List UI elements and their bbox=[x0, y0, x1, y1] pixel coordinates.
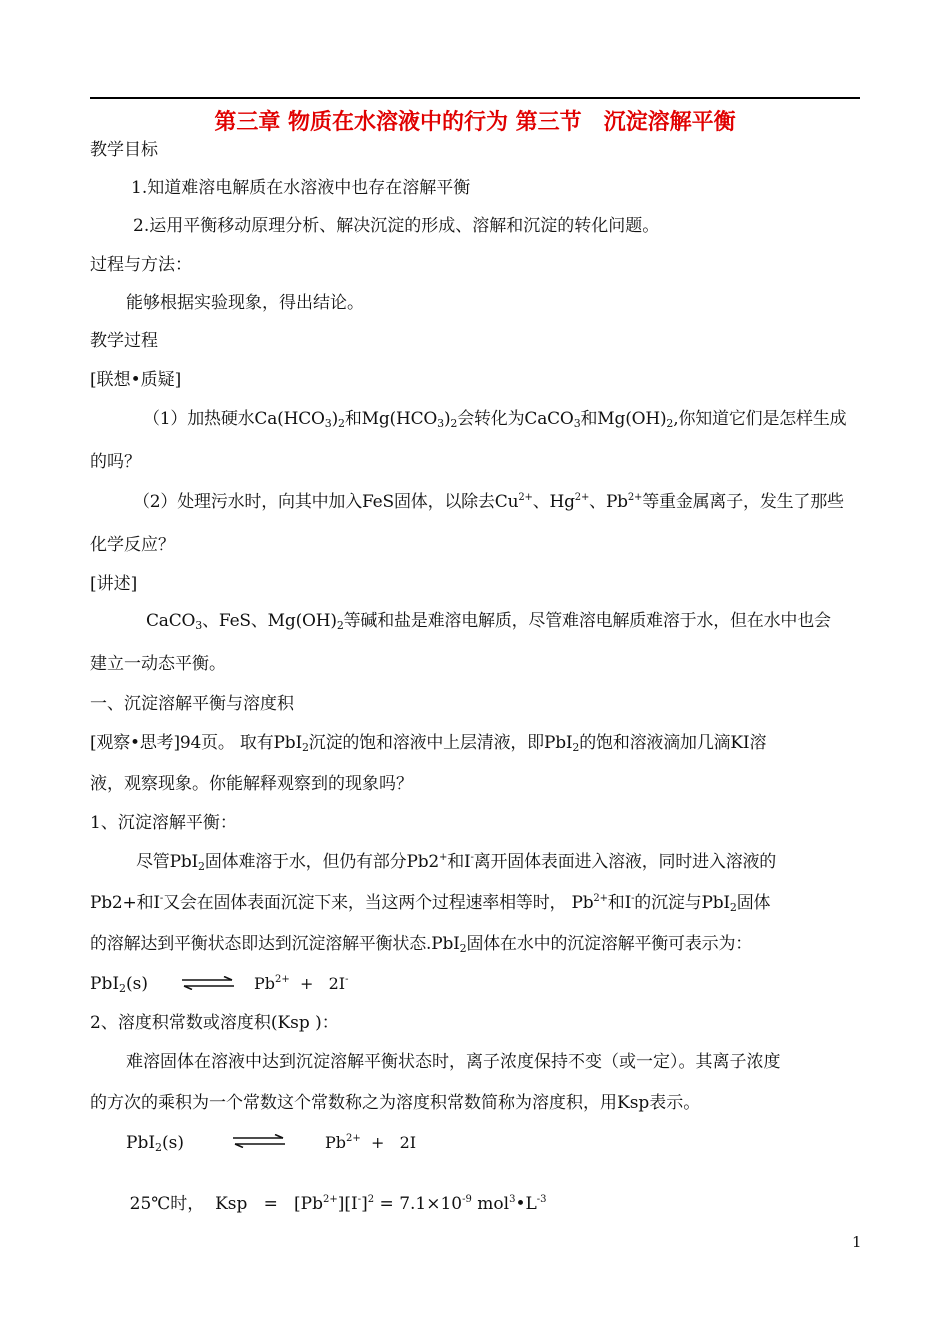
p1-d: 离开固体表面进入溶液，同时进入溶液的 bbox=[473, 852, 777, 872]
sup-2plus: 2+ bbox=[275, 974, 290, 985]
sub-2: 2 bbox=[666, 417, 674, 430]
ksp-a: 25℃时， Ksp = [Pb bbox=[129, 1194, 324, 1214]
eq2-right-b: + 2I bbox=[360, 1133, 417, 1152]
p3-a: 的溶解达到平衡状态即达到沉淀溶解平衡状态.PbI bbox=[90, 934, 460, 954]
sup-2plus: 2+ bbox=[346, 1133, 361, 1144]
obs-c: 的饱和溶液滴加几滴KI溶 bbox=[579, 733, 767, 753]
q1-a: （1）加热硬水Ca(HCO bbox=[143, 409, 325, 429]
sub-2: 2 bbox=[338, 417, 345, 430]
eq2-left-b: (s) bbox=[162, 1133, 185, 1153]
p1-a: 尽管PbI bbox=[136, 852, 199, 872]
sup-minus: - bbox=[159, 893, 164, 904]
q2-b: 、Hg bbox=[532, 492, 575, 512]
question-1-line-2: 的吗？ bbox=[90, 452, 141, 472]
page-number: 1 bbox=[852, 1233, 862, 1251]
sup-3: 3 bbox=[509, 1194, 516, 1205]
sup-2: 2 bbox=[367, 1194, 375, 1205]
paragraph-1-line-1 bbox=[136, 850, 776, 874]
p2-b: 又会在固体表面沉淀下来，当这两个过程速率相等时， Pb bbox=[163, 893, 594, 913]
sub-2: 2 bbox=[336, 619, 344, 632]
sup-minus: - bbox=[631, 893, 635, 904]
paragraph-1-line-3 bbox=[90, 932, 752, 956]
equation-1-right bbox=[254, 972, 349, 996]
question-2-line-1 bbox=[133, 490, 844, 514]
observation-line-1 bbox=[90, 731, 766, 755]
eq2-left-a: PbI bbox=[126, 1133, 156, 1153]
ksp-e: mol bbox=[471, 1194, 510, 1214]
p2-a: Pb2+和I bbox=[90, 893, 160, 913]
sub-3: 3 bbox=[195, 619, 203, 632]
equation-2-left bbox=[126, 1131, 184, 1155]
sub-2: 2 bbox=[119, 982, 127, 995]
obs-b: 沉淀的饱和溶液中上层清液，即PbI bbox=[308, 733, 573, 753]
ksp-paragraph-line-2: 的方次的乘积为一个常数这个常数称之为溶度积常数简称为溶度积，用Ksp表示。 bbox=[90, 1093, 701, 1113]
section-1-heading: 一、沉淀溶解平衡与溶度积 bbox=[90, 694, 294, 714]
paragraph-1-line-2 bbox=[90, 891, 770, 915]
eq1-left-a: PbI bbox=[90, 974, 120, 994]
sup-2plus: 2+ bbox=[593, 893, 608, 904]
question-2-line-2: 化学反应？ bbox=[90, 535, 175, 555]
sup-2plus: 2+ bbox=[574, 492, 590, 503]
eq2-right-a: Pb bbox=[325, 1133, 347, 1152]
equation-2-right bbox=[325, 1131, 416, 1155]
lec-c: 等碱和盐是难溶电解质，尽管难溶电解质难溶于水，但在水中也会 bbox=[343, 611, 831, 631]
q2-d: 等重金属离子，发生了那些 bbox=[642, 492, 844, 512]
p1-b: 固体难溶于水，但仍有部分Pb2 bbox=[204, 852, 439, 872]
q1-d: ) bbox=[443, 409, 451, 429]
q2-c: 、Pb bbox=[589, 492, 628, 512]
q1-f: 和Mg(OH) bbox=[580, 409, 667, 429]
goals-heading: 教学目标 bbox=[90, 140, 158, 160]
sub-2: 2 bbox=[301, 741, 309, 754]
ksp-b: ][I bbox=[337, 1194, 358, 1214]
sup-minus: - bbox=[345, 974, 349, 985]
q1-g: ,你知道它们是怎样生成 bbox=[673, 409, 847, 429]
lecture-line-2: 建立一动态平衡。 bbox=[90, 654, 226, 674]
sub-3: 3 bbox=[573, 417, 581, 430]
sub-2: 2 bbox=[198, 860, 205, 873]
p2-d: 的沉淀与PbI bbox=[634, 893, 730, 913]
lecture-line-1 bbox=[146, 609, 831, 633]
method-heading: 过程与方法： bbox=[90, 255, 192, 275]
q2-a: （2）处理污水时，向其中加入FeS固体，以除去Cu bbox=[133, 492, 519, 512]
p2-e: 固体 bbox=[736, 893, 771, 913]
lec-b: 、FeS、Mg(OH) bbox=[202, 611, 337, 631]
header-rule bbox=[90, 97, 860, 99]
ksp-f: •L bbox=[515, 1194, 537, 1214]
page-title: 第三章 物质在水溶液中的行为 第三节 沉淀溶解平衡 bbox=[214, 110, 736, 135]
sup-2plus: 2+ bbox=[627, 492, 643, 503]
eq1-right-b: + 2I bbox=[289, 974, 346, 993]
eq1-left-b: (s) bbox=[126, 974, 149, 994]
equilibrium-arrow-icon bbox=[231, 1134, 287, 1148]
equilibrium-arrow-icon bbox=[180, 976, 236, 990]
process-heading: 教学过程 bbox=[90, 331, 158, 351]
q1-c: 和Mg(HCO bbox=[344, 409, 438, 429]
ksp-expression bbox=[108, 1168, 547, 1240]
sub-2: 2 bbox=[450, 417, 458, 430]
p3-b: 固体在水中的沉淀溶解平衡可表示为： bbox=[466, 934, 753, 954]
sub-2: 2 bbox=[459, 942, 467, 955]
sub-3: 3 bbox=[437, 417, 444, 430]
ksp-c: ] bbox=[361, 1194, 368, 1214]
sup-2plus: 2+ bbox=[518, 492, 533, 503]
method-text: 能够根据实验现象，得出结论。 bbox=[126, 293, 364, 313]
lec-a: CaCO bbox=[146, 611, 196, 631]
q1-b: ) bbox=[331, 409, 339, 429]
p2-c: 和I bbox=[607, 893, 632, 913]
p1-c: 和I bbox=[447, 852, 471, 872]
sup-minus: - bbox=[357, 1194, 362, 1205]
sub-2: 2 bbox=[572, 741, 580, 754]
q1-e: 会转化为CaCO bbox=[457, 409, 574, 429]
eq1-right-a: Pb bbox=[254, 974, 276, 993]
subsection-1-heading: 1、沉淀溶解平衡： bbox=[90, 813, 237, 833]
sup-plus: + bbox=[439, 852, 448, 863]
sup-minus: - bbox=[470, 852, 474, 863]
sup-2plus: 2+ bbox=[323, 1194, 338, 1205]
observation-line-2: 液，观察现象。你能解释观察到的现象吗？ bbox=[90, 774, 413, 794]
sub-3: 3 bbox=[324, 417, 332, 430]
associate-tag: [联想•质疑] bbox=[90, 370, 182, 390]
goal-1: 1.知道难溶电解质在水溶液中也存在溶解平衡 bbox=[131, 178, 471, 198]
subsection-2-heading: 2、溶度积常数或溶度积(Ksp )： bbox=[90, 1013, 339, 1033]
question-1-line-1 bbox=[143, 407, 846, 431]
ksp-paragraph-line-1: 难溶固体在溶液中达到沉淀溶解平衡状态时，离子浓度保持不变（或一定）。其离子浓度 bbox=[126, 1052, 781, 1072]
sup-neg9: -9 bbox=[462, 1194, 472, 1205]
sub-2: 2 bbox=[155, 1141, 163, 1154]
sup-neg3: -3 bbox=[536, 1194, 547, 1205]
goal-2: 2.运用平衡移动原理分析、解决沉淀的形成、溶解和沉淀的转化问题。 bbox=[133, 216, 660, 236]
ksp-d: = 7.1×10 bbox=[374, 1194, 463, 1214]
lecture-tag: [讲述] bbox=[90, 574, 138, 594]
sub-2: 2 bbox=[729, 901, 737, 914]
equation-1-left bbox=[90, 972, 148, 996]
obs-a: [观察•思考]94页。 取有PbI bbox=[90, 733, 302, 753]
